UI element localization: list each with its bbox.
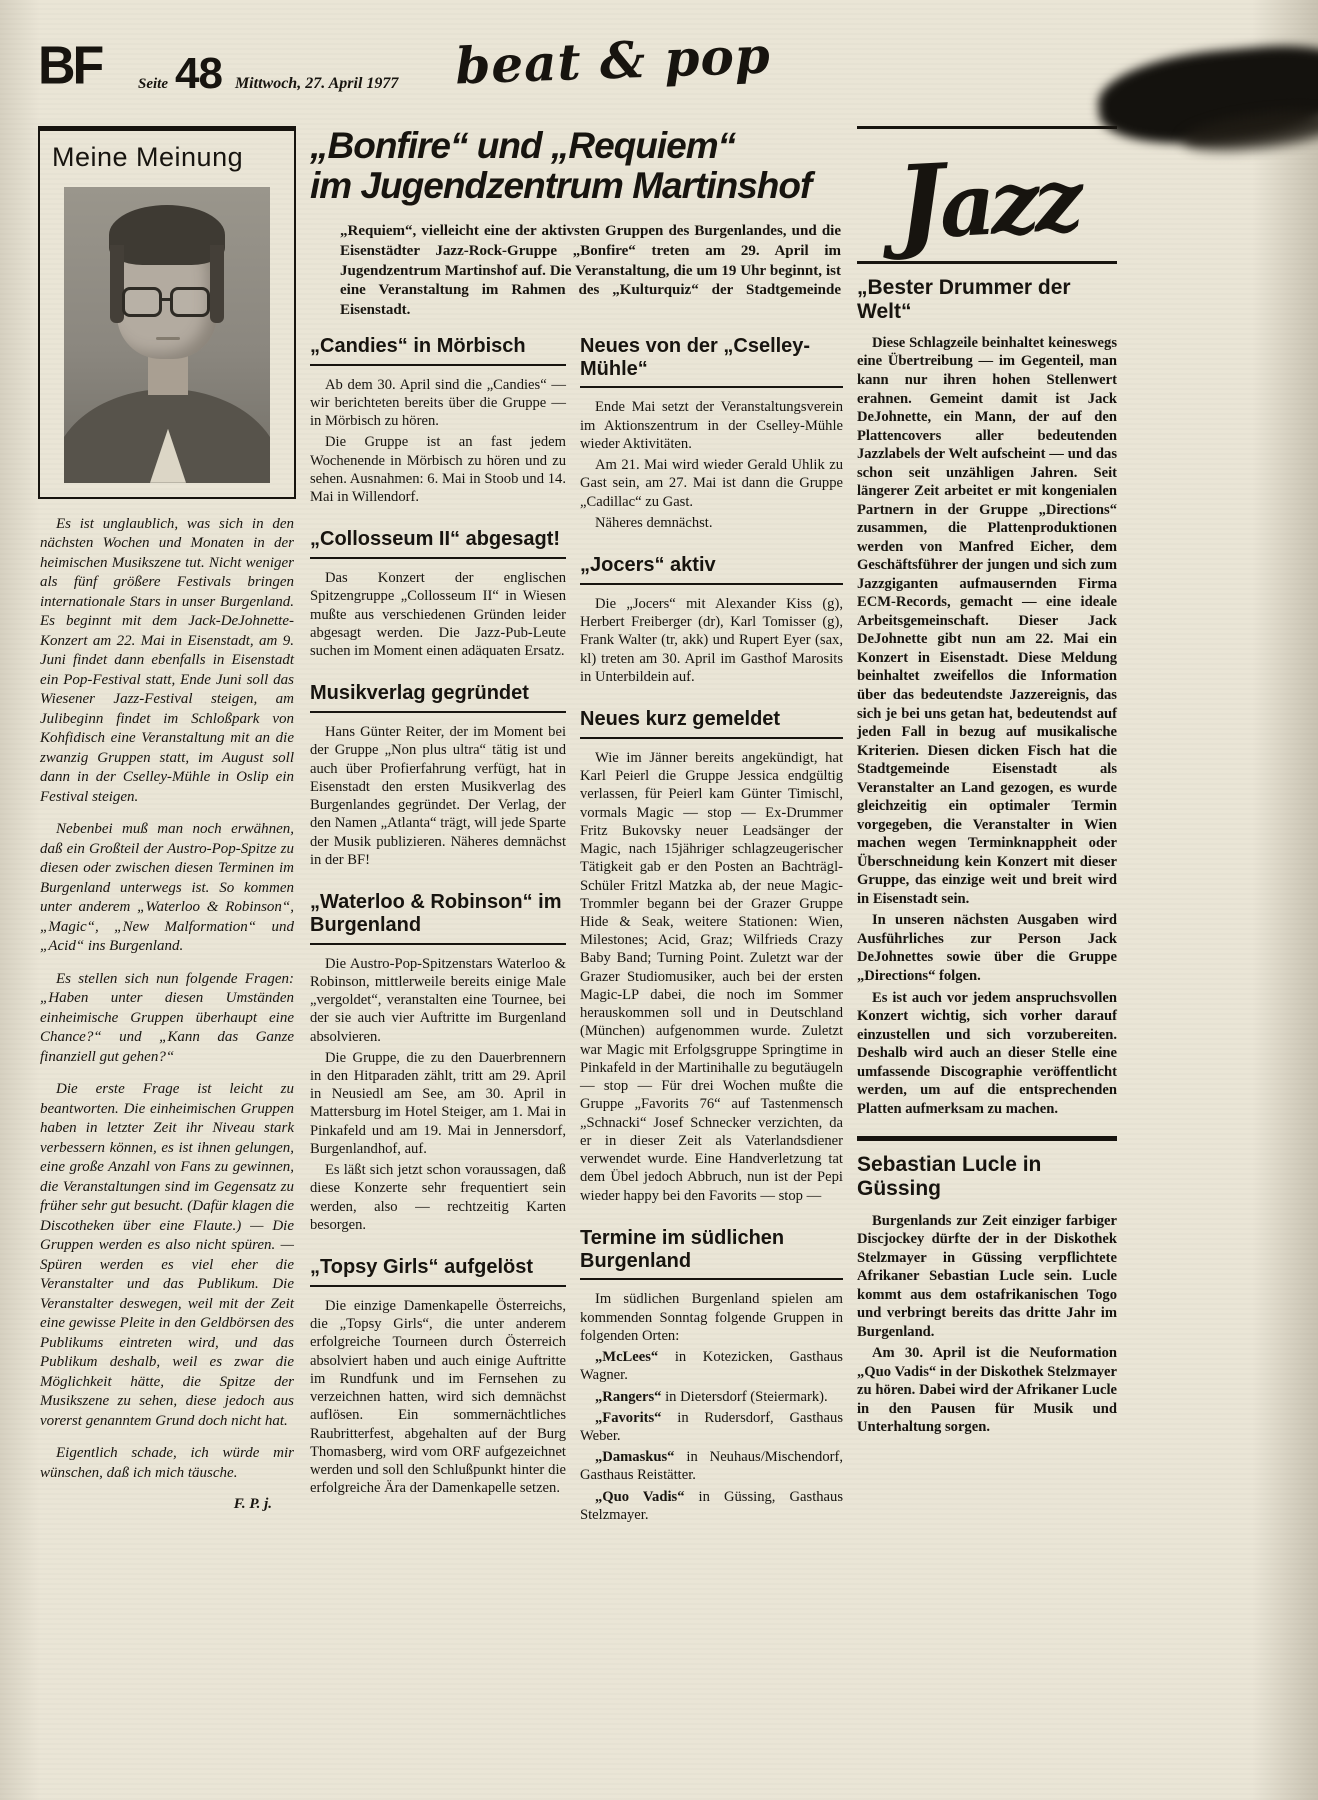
section-body bbox=[310, 723, 566, 869]
divider-rule-heavy bbox=[857, 1136, 1117, 1141]
section-body bbox=[310, 569, 566, 660]
opinion-title: Meine Meinung bbox=[52, 142, 244, 172]
section-candies bbox=[310, 335, 566, 506]
section-body bbox=[580, 398, 843, 532]
photo-glasses-lens bbox=[122, 287, 162, 317]
section-body bbox=[857, 334, 1117, 1118]
feature-headline bbox=[310, 126, 843, 206]
jazz-logo: Jazz bbox=[893, 141, 1081, 263]
section-jocers bbox=[580, 554, 843, 686]
seite-label: Seite bbox=[138, 76, 168, 92]
section-neues-kurz bbox=[580, 708, 843, 1205]
termine-entry bbox=[580, 1388, 843, 1406]
photo-hair bbox=[109, 205, 225, 265]
section-body bbox=[310, 376, 566, 507]
termine-entry bbox=[580, 1448, 843, 1484]
section-heading: „Topsy Girls“ aufgelöst bbox=[310, 1256, 566, 1287]
paragraph: Es ist unglaublich, was sich in den nächsten Wochen und Monaten in der heimischen Musikszene tut. Nicht weniger als fünf größere Festivals bringen internationale Stars in unser Burgenland. Es beginnt mit dem Jack-DeJohnette-Konzert am 22. Mai in Eisenstadt, am 9. Juni findet dann ebenfalls in Eisenstadt ein Pop-Festival statt, Ende Juni soll das Wiesener Jazz-Festival steigen, am Julibeginn findet im Schloßpark von Kohfidisch eine Veranstaltung mit an die zwanzig Gruppen statt, im August soll dann in der Cselley-Mühle in Oslip ein Festival steigen. bbox=[40, 515, 294, 805]
venue: in Kotezicken, Gasthaus Wagner. bbox=[580, 1349, 843, 1384]
section-heading: „Bester Drummer der Welt“ bbox=[857, 275, 1071, 323]
section-heading: „Jocers“ aktiv bbox=[580, 554, 843, 585]
termine-entry bbox=[580, 1409, 843, 1445]
paragraph: Burgenlands zur Zeit einziger farbiger Discjockey dürfte der in der Diskothek Stelzmayer in Güssing verpflichtete Afrikaner Sebastian Lucle sein. Lucle kommt aus dem ostafrikanischen Togo und verbringt bereits das dritte Jahr im Burgenland. bbox=[857, 1212, 1117, 1340]
section-heading: Neues kurz gemeldet bbox=[580, 708, 843, 739]
section-termine bbox=[580, 1227, 843, 1524]
venue: in Neuhaus/Mischendorf, Gasthaus Reistätter. bbox=[580, 1449, 843, 1484]
headline-line: „Bonfire“ und „Requiem“ bbox=[310, 126, 736, 166]
paragraph: Es ist auch vor jedem anspruchsvollen Konzert wichtig, sich vorher darauf einzustellen und sich vorzubereiten. Deshalb wird auch an dieser Stelle eine umfassende Discographie veröffentlicht werden, um auf die entsprechenden Platten aufmerksam zu machen. bbox=[857, 989, 1117, 1117]
band-name: „Damaskus“ bbox=[595, 1449, 675, 1466]
paragraph: Näheres demnächst. bbox=[595, 514, 713, 531]
section-collosseum bbox=[310, 528, 566, 660]
column-2 bbox=[310, 333, 566, 1794]
photo-hair-side bbox=[210, 245, 224, 323]
paragraph: Die „Jocers“ mit Alexander Kiss (g), Herbert Freiberger (dr), Karl Tomisser (g), Frank Walter (tr, akk) und Rupert Eyer (sax, kl) treten am 30. April im Gasthof Marosits in Unterbildein auf. bbox=[580, 595, 843, 685]
paragraph: Am 21. Mai wird wieder Gerald Uhlik zu Gast sein, am 27. Mai ist dann die Gruppe „Cadillac“ zu Gast. bbox=[580, 457, 843, 510]
opinion-box bbox=[38, 126, 296, 499]
section-heading: Termine im südlichen Burgenland bbox=[580, 1227, 843, 1281]
termine-entry bbox=[580, 1488, 843, 1524]
paragraph: Die Gruppe ist an fast jedem Wochenende in Mörbisch zu hören und zu sehen. Ausnahmen: 6. Mai in Stoob und 14. Mai in Willendorf. bbox=[310, 434, 566, 506]
section-cselley-muehle bbox=[580, 335, 843, 532]
page-number: 48 bbox=[175, 49, 222, 98]
section-body bbox=[310, 955, 566, 1235]
paragraph: Das Konzert der englischen Spitzengruppe „Collosseum II“ in Wiesen mußte aus verschiedenen Gründen leider abgesagt werden. Die Jazz-Pub-Leute suchen im Moment einen adäquaten Ersatz. bbox=[310, 570, 566, 660]
masthead bbox=[38, 25, 1123, 118]
page-meta bbox=[138, 49, 399, 98]
column-3 bbox=[580, 333, 843, 1794]
paper-logo: BF bbox=[38, 35, 102, 97]
band-name: „Quo Vadis“ bbox=[595, 1488, 685, 1505]
divider-rule bbox=[857, 261, 1117, 264]
section-body bbox=[580, 595, 843, 686]
opinion-signature: F. P. j. bbox=[233, 1496, 272, 1513]
section-waterloo-robinson bbox=[310, 891, 566, 1234]
paragraph: Diese Schlagzeile beinhaltet keineswegs eine Übertreibung — im Gegenteil, man kann nur ihren hohen Stellenwert erahnen. Gemeint damit ist Jack DeJohnette, ein Mann, der auf den Plattencovers aller bedeutenden Jazzlabels der Welt aufscheint — und das schon seit unzähligen Jahren. Seit längerer Zeit arbeitet er mit kongenialen Partnern in der Gruppe „Directions“ zusammen, die Plattenproduktionen werden von Manfred Eicher, dem Geschäftsführer der jungen und sich zum Jazzgiganten aufmausernden Firma ECM-Records, gemacht — eine ideale Arbeitsgemeinschaft. Dieser Jack DeJohnette gibt nun am 22. Mai ein Konzert in Eisenstadt. Diese Meldung beinhaltet zweifellos die Information über das bedeutendste Jazzereignis, das sich je bei uns getan hat, bedeutendst auf jeden Fall in bezug auf musikalische Kriterien. Diesen dicken Fisch hat die Stadtgemeinde Eisenstadt als Veranstalter an Land gezogen, es wurde gleichzeitig ein optimaler Termin vorgegeben, die Veranstalter in Wien machen wegen Terminknappheit oder Überschneidung kein Konzert mit dieser Gruppe, das einzige weit und breit wird in Eisenstadt sein. bbox=[857, 334, 1117, 907]
section-body bbox=[310, 1297, 566, 1498]
portrait-photo bbox=[64, 187, 270, 483]
jazz-column bbox=[857, 126, 1117, 1794]
band-name: „Favorits“ bbox=[595, 1409, 662, 1426]
section-body bbox=[857, 1212, 1117, 1437]
venue: in Güssing, Gasthaus Stelzmayer. bbox=[580, 1488, 843, 1523]
paragraph: Eigentlich schade, ich würde mir wünschen, daß ich mich täusche. bbox=[40, 1445, 294, 1481]
termine-entry bbox=[580, 1348, 843, 1384]
issue-date: Mittwoch, 27. April 1977 bbox=[234, 75, 399, 92]
paragraph: In unseren nächsten Ausgaben wird Ausführliches zur Person Jack DeJohnettes sowie über die Gruppe „Directions“ folgen. bbox=[857, 912, 1117, 984]
section-body bbox=[580, 749, 843, 1205]
paragraph: Ende Mai setzt der Veranstaltungsverein im Aktionszentrum in der Cselley-Mühle wieder Aktivitäten. bbox=[580, 399, 843, 452]
band-name: „McLees“ bbox=[595, 1349, 659, 1366]
opinion-column bbox=[38, 126, 296, 1794]
paragraph: Am 30. April ist die Neuformation „Quo Vadis“ in der Diskothek Stelzmayer zu hören. Dabei wird der Afrikaner Lucle in den Pausen für Musik und Unterhaltung sorgen. bbox=[857, 1345, 1117, 1436]
paragraph: Hans Günter Reiter, der im Moment bei der Gruppe „Non plus ultra“ tätig ist und auch über Profierfahrung verfügt, hat in Eisenstadt den ersten Musikverlag des Burgenlandes gegründet. Der Verlag, der den Namen „Atlanta“ trägt, will jede Sparte der Musik publizieren. Näheres demnächst in der BF! bbox=[310, 724, 566, 868]
paragraph: Die erste Frage ist leicht zu beantworten. Die einheimischen Gruppen haben in letzter Zeit ihr Niveau stark verbessern können, es ist ihnen gelungen, eine große Anzahl von Fans zu gewinnen, die Veranstaltungen sind im Gegensatz zu früher sehr gut besucht. (Dafür klagen die Discotheken über eine Flaute.) — Die Gruppen werden es also nicht spüren. — Spüren werden es viel eher die Veranstalter und das Publikum. Die Veranstalter deswegen, weil mit der Zeit eine gewisse Pleite in den Geldbörsen des Publikums eintreten wird, und das Publikum deshalb, weil es zwar die Möglichkeit hätte, die Spitze der Musikszene zu sehen, diese jedoch aus vorerst genanntem Grund doch nicht hat. bbox=[40, 1081, 294, 1429]
section-musikverlag bbox=[310, 682, 566, 869]
paragraph: Es stellen sich nun folgende Fragen: „Haben unter diesen Umständen einheimische Gruppen überhaupt eine Chance?“ und „Kann das Ganze finanziell gut gehen?“ bbox=[40, 970, 294, 1065]
termine-intro: Im südlichen Burgenland spielen am kommenden Sonntag folgende Gruppen in folgenden Orten: bbox=[580, 1291, 843, 1344]
photo-glasses-bridge bbox=[162, 298, 172, 301]
paragraph: Wie im Jänner bereits angekündigt, hat Karl Peierl die Gruppe Jessica endgültig verlassen, für Peierl kam Günter Timischl, vormals Magic — stop — Ex-Drummer Fritz Bukovsky neuer Leadsänger der Magic, nach 15jähriger schlagzeugerischer Tätigkeit gab er den Posten an Bachträgl-Schüler Fritzl Matzka ab, der neue Magic-Trommler begann bei der Grazer Gruppe Hide & Seak, weitere Stationen: Wien, Milestones; Acid, Graz; Wilfrieds Crazy Baby Band; Turning Point. Zuletzt war der Grazer Studiomusiker, auch bei der ersten Magic-LP dabei, die noch im Sommer herauskommen soll und in Deutschland (München) aufgenommen wurde. Zuletzt war Magic mit Erfolgsgruppe Springtime in Pinkafeld in der Martinihalle zu begutäugeln — stop — Für drei Wochen mußte die Gruppe „Favorits 76“ auf Tastenmensch „Schnacki“ Josef Schnecker verzichten, da er in dieser Zeit als Vaterlandsdiener verwendet wurde. Eine Handverletzung tat dem Übel jedoch Abbruch, nun ist der Pepi wieder happy bei den Favorits — stop — bbox=[580, 749, 843, 1204]
paragraph: Nebenbei muß man noch erwähnen, daß ein Großteil der Austro-Pop-Spitze zu diesen oder zwischen diesen Terminen im Burgenland unterwegs ist. So kommen unter anderem „Waterloo & Robinson“, „Magic“, „New Malformation“ und „Acid“ ins Burgenland. bbox=[40, 821, 294, 955]
section-heading: Musikverlag gegründet bbox=[310, 682, 566, 713]
paragraph: Ab dem 30. April sind die „Candies“ — wir berichteten bereits über die Gruppe — in Mörbisch zu hören. bbox=[310, 376, 566, 430]
feature-lead: „Requiem“, vielleicht eine der aktivsten Gruppen des Burgenlandes, und die Eisenstädter Jazz-Rock-Gruppe „Bonfire“ treten am 29. April im Jugendzentrum Martinshof auf. Die Veranstaltung, die um 19 Uhr beginnt, ist eine Veranstaltung im Rahmen des „Kulturquiz“ der Stadtgemeinde Eisenstadt. bbox=[340, 222, 841, 319]
venue: in Rudersdorf, Gasthaus Weber. bbox=[580, 1409, 843, 1444]
paragraph: Die Gruppe, die zu den Dauerbrennern in den Hitparaden zählt, tritt am 29. April in Neusiedl am See, am 30. April in Mattersburg im Hotel Steiger, am 1. Mai in Pinkafeld und am 19. Mai in Jennersdorf, Burgenlandhof, auf. bbox=[310, 1049, 566, 1157]
content-grid bbox=[38, 126, 1123, 1794]
feature-article bbox=[310, 126, 843, 333]
section-heading: „Collosseum II“ abgesagt! bbox=[310, 528, 566, 559]
section-heading: „Waterloo & Robinson“ im Burgenland bbox=[310, 891, 566, 945]
venue: in Dietersdorf (Steiermark). bbox=[661, 1388, 828, 1405]
opinion-text bbox=[38, 515, 296, 1484]
band-name: „Rangers“ bbox=[595, 1388, 662, 1405]
paragraph: Die einzige Damenkapelle Österreichs, die „Topsy Girls“, die unter anderem erfolgreiche Tourneen durch Österreich absolviert haben und auch einige Auftritte im Rundfunk und im Fernsehen zu verzeichnen hatten, wird sich demnächst auflösen. Ein sommernächtliches Raubritterfest, abgehalten auf der Burg Thomasberg, wird vom ORF aufgezeichnet werden und soll den Schlußpunkt hinter die erfolgreiche Ära der Damenkapelle setzen. bbox=[310, 1297, 566, 1497]
photo-mouth bbox=[156, 337, 180, 340]
paragraph: Die Austro-Pop-Spitzenstars Waterloo & Robinson, mittlerweile bereits einige Male „vergoldet“, veranstalten eine Tournee, bei der sie auch vier Auftritte im Burgenland absolvieren. bbox=[310, 955, 566, 1045]
section-heading: Sebastian Lucle in Güssing bbox=[857, 1153, 1042, 1201]
paragraph: Es läßt sich jetzt schon voraussagen, daß diese Konzerte sehr frequentiert sein werden, also — rechtzeitig Karten besorgen. bbox=[310, 1162, 566, 1233]
section-heading: „Candies“ in Mörbisch bbox=[310, 335, 566, 366]
photo-glasses-lens bbox=[170, 287, 210, 317]
section-heading: Neues von der „Cselley-Mühle“ bbox=[580, 335, 843, 389]
section-title: beat & pop bbox=[454, 25, 772, 96]
headline-line: im Jugendzentrum Martinshof bbox=[310, 164, 812, 206]
section-topsy-girls bbox=[310, 1256, 566, 1497]
